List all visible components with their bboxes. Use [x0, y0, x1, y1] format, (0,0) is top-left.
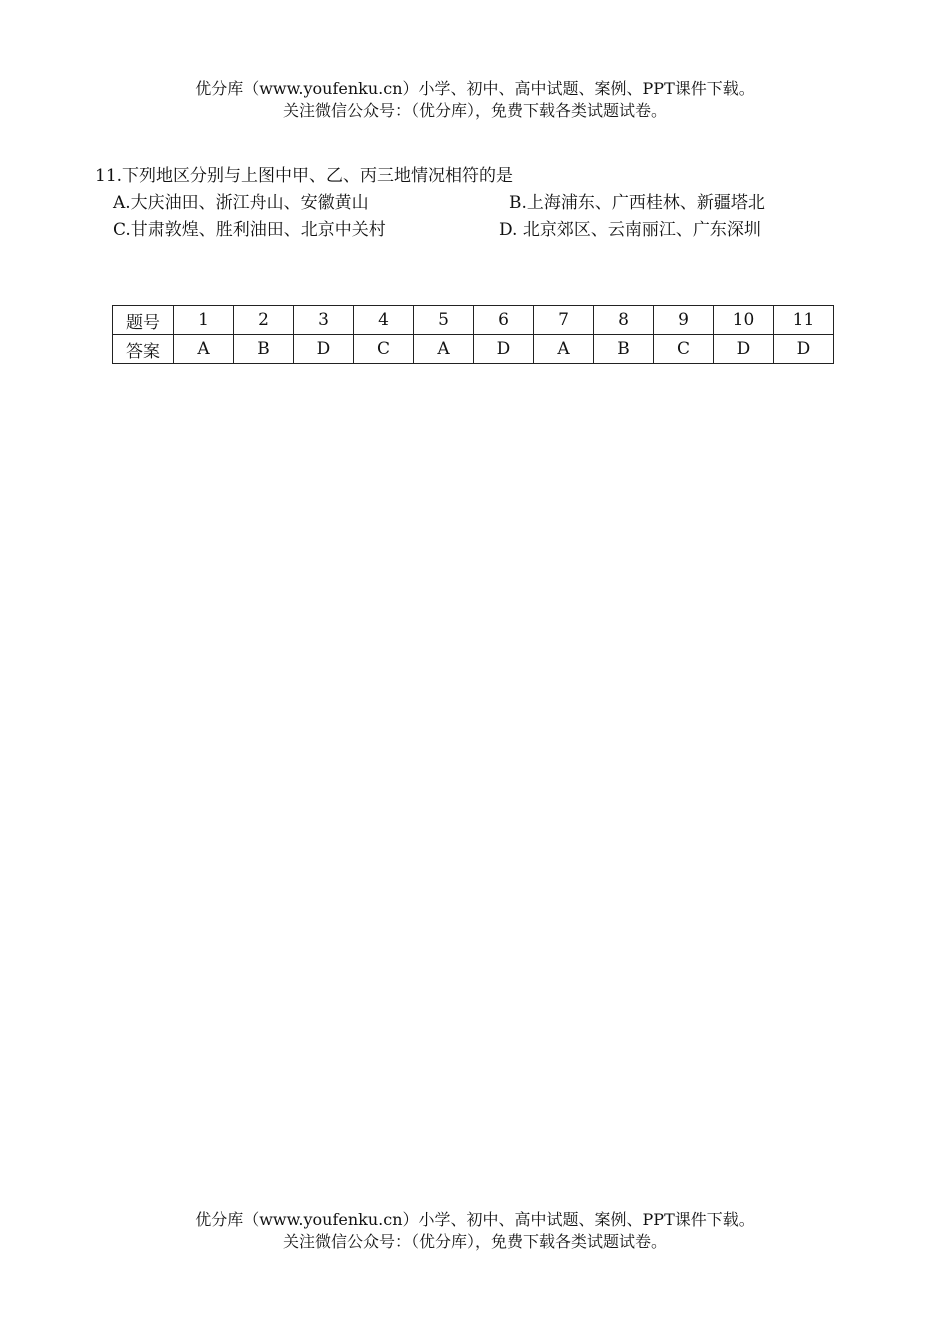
footer-line-2: 关注微信公众号：（优分库），免费下载各类试题试卷。	[282, 1232, 667, 1251]
question-stem: 11.下列地区分别与上图中甲、乙、丙三地情况相符的是	[95, 166, 514, 186]
answer-cell: A	[414, 335, 474, 364]
options-row-1	[95, 190, 855, 217]
row-label-numbers: 题号	[113, 306, 174, 335]
answer-cell: B	[594, 335, 654, 364]
answer-cell: C	[654, 335, 714, 364]
options-row-2	[95, 217, 855, 244]
number-cell: 6	[474, 306, 534, 335]
option-b: B.上海浦东、广西桂林、新疆塔北	[509, 193, 765, 213]
number-cell: 1	[174, 306, 234, 335]
row-label-answers: 答案	[113, 335, 174, 364]
question-11	[95, 163, 855, 244]
number-cell: 8	[594, 306, 654, 335]
footer-line-1: 优分库（www.youfenku.cn）小学、初中、高中试题、案例、PPT课件下载。	[195, 1210, 755, 1229]
answer-cell: B	[234, 335, 294, 364]
answer-cell: C	[354, 335, 414, 364]
option-c: C.甘肃敦煌、胜利油田、北京中关村	[113, 220, 386, 240]
number-cell: 3	[294, 306, 354, 335]
option-a: A.大庆油田、浙江舟山、安徽黄山	[113, 193, 369, 213]
page-header	[0, 78, 950, 122]
number-cell: 4	[354, 306, 414, 335]
number-cell: 5	[414, 306, 474, 335]
answer-cell: D	[474, 335, 534, 364]
answer-table	[112, 305, 834, 364]
number-cell: 9	[654, 306, 714, 335]
answer-cell: D	[294, 335, 354, 364]
header-line-1: 优分库（www.youfenku.cn）小学、初中、高中试题、案例、PPT课件下载。	[195, 79, 755, 98]
option-d: D. 北京郊区、云南丽江、广东深圳	[499, 220, 761, 240]
number-cell: 7	[534, 306, 594, 335]
table-row-answers	[113, 335, 834, 364]
answer-cell: D	[714, 335, 774, 364]
page-footer	[0, 1209, 950, 1253]
answer-cell: A	[534, 335, 594, 364]
table-row-numbers	[113, 306, 834, 335]
number-cell: 10	[714, 306, 774, 335]
number-cell: 11	[774, 306, 834, 335]
header-line-2: 关注微信公众号：（优分库），免费下载各类试题试卷。	[282, 101, 667, 120]
answer-cell: A	[174, 335, 234, 364]
number-cell: 2	[234, 306, 294, 335]
answer-cell: D	[774, 335, 834, 364]
